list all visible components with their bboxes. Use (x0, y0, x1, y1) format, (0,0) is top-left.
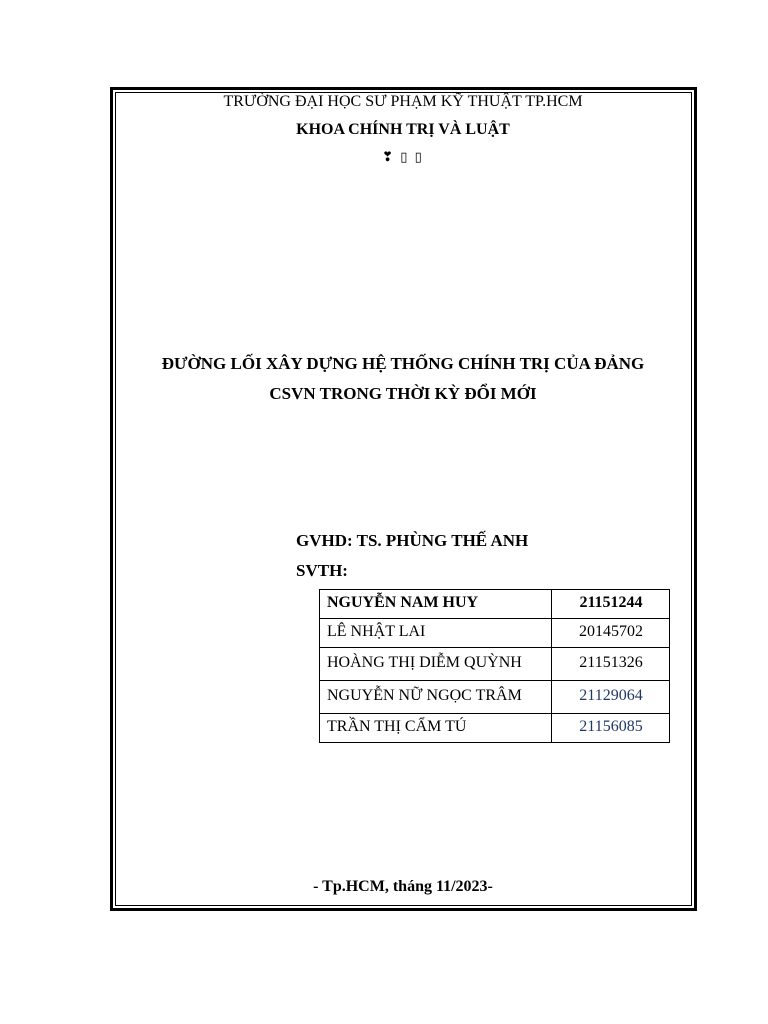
faculty-name: KHOA CHÍNH TRỊ VÀ LUẬT (296, 121, 510, 138)
students-table (319, 589, 670, 743)
student-name: NGUYỄN NỮ NGỌC TRÂM (320, 681, 552, 714)
report-title-line-1: ĐƯỜNG LỐI XÂY DỰNG HỆ THỐNG CHÍNH TRỊ CỦA ĐẢNG (161, 354, 645, 373)
student-id: 21151326 (552, 648, 670, 681)
table-row (320, 714, 670, 743)
supervisor-label: GVHD: TS. PHÙNG THẾ ANH (296, 531, 529, 550)
university-name: TRƯỜNG ĐẠI HỌC SƯ PHẠM KỸ THUẬT TP.HCM (223, 93, 583, 110)
table-row (320, 590, 670, 619)
student-name: LÊ NHẬT LAI (320, 619, 552, 648)
report-title-line-2: CSVN TRONG THỜI KỲ ĐỔI MỚI (269, 384, 537, 403)
table-row (320, 619, 670, 648)
student-id: 21156085 (552, 714, 670, 743)
student-id: 21151244 (552, 590, 670, 619)
student-id: 21129064 (552, 681, 670, 714)
student-name: NGUYỄN NAM HUY (320, 590, 552, 619)
table-row (320, 681, 670, 714)
students-label: SVTH: (296, 561, 348, 580)
student-name: TRẦN THỊ CẨM TÚ (320, 714, 552, 743)
ornament-glyphs: ❣ ▯ ▯ (382, 149, 424, 164)
student-id: 20145702 (552, 619, 670, 648)
table-row (320, 648, 670, 681)
place-date: - Tp.HCM, tháng 11/2023- (313, 878, 493, 895)
page-border-inner (115, 92, 692, 906)
student-name: HOÀNG THỊ DIỄM QUỲNH (320, 648, 552, 681)
